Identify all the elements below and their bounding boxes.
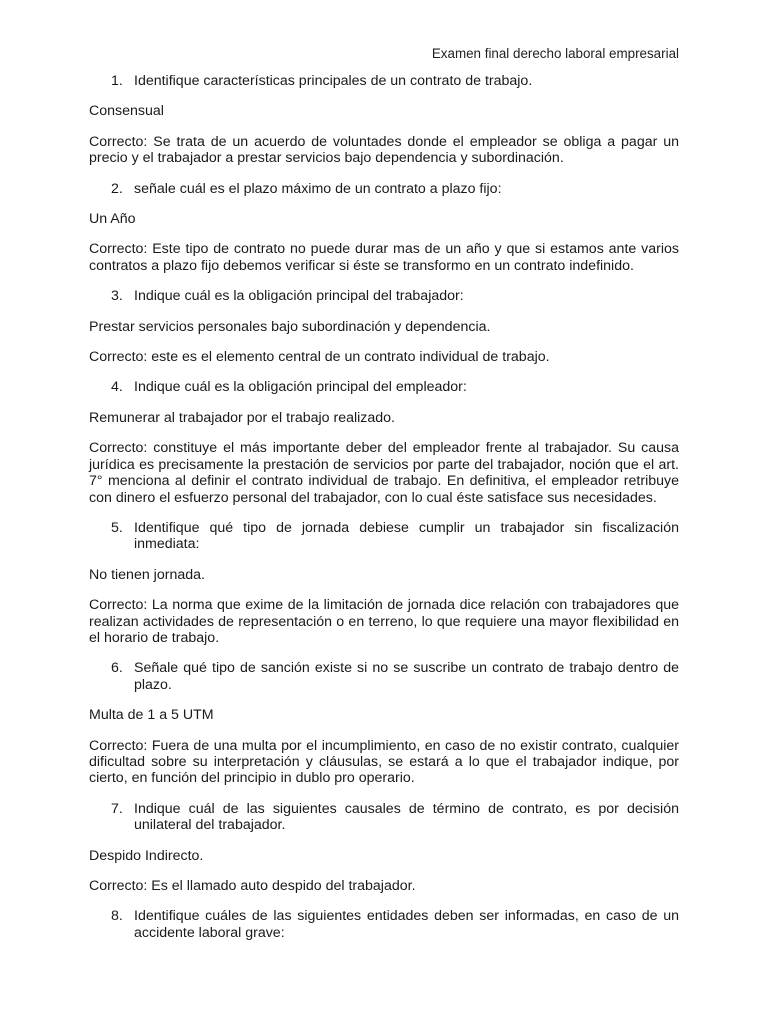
question-1 bbox=[89, 73, 679, 89]
question-2 bbox=[89, 181, 679, 197]
question-text: Indique cuál es la obligación principal del empleador: bbox=[134, 379, 467, 396]
explanation-7: Correcto: Es el llamado auto despido del trabajador. bbox=[89, 878, 416, 894]
question-4 bbox=[89, 379, 679, 395]
question-number: 1. bbox=[111, 73, 123, 89]
explanation-6: Correcto: Fuera de una multa por el incumplimiento, en caso de no existir contrato, cualquier dificultad sobre su interpretación y cláusulas, se estará a lo que el trabajador indique, por cierto, en función del principio in dublo pro operario. bbox=[89, 737, 679, 787]
question-number: 8. bbox=[111, 908, 123, 925]
answer-5: No tienen jornada. bbox=[89, 566, 205, 583]
explanation-5: Correcto: La norma que exime de la limitación de jornada dice relación con trabajadores que realizan actividades de representación o en terreno, lo que requiere una mayor flexibilidad en el horario de trabajo. bbox=[89, 597, 679, 646]
question-number: 7. bbox=[111, 800, 123, 817]
question-5 bbox=[89, 520, 679, 553]
question-number: 2. bbox=[111, 180, 123, 197]
document-body bbox=[89, 73, 679, 955]
question-text: Indique cuál de las siguientes causales de término de contrato, es por decisión unilateral del trabajador. bbox=[134, 800, 679, 834]
question-text: Identifique qué tipo de jornada debiese cumplir un trabajador sin fiscalización inmediata: bbox=[134, 519, 679, 553]
answer-6: Multa de 1 a 5 UTM bbox=[89, 707, 214, 724]
question-text: Identifique características principales de un contrato de trabajo. bbox=[134, 73, 533, 89]
explanation-1: Correcto: Se trata de un acuerdo de voluntades donde el empleador se obliga a pagar un precio y el trabajador a prestar servicios bajo dependencia y subordinación. bbox=[89, 133, 679, 167]
question-text: Identifique cuáles de las siguientes entidades deben ser informadas, en caso de un accidente laboral grave: bbox=[134, 908, 679, 941]
question-8 bbox=[89, 908, 679, 941]
explanation-4: Correcto: constituye el más importante deber del empleador frente al trabajador. Su causa jurídica es precisamente la prestación de servicios por parte del trabajador, noción que el art. 7° menciona al definir el contrato individual de trabajo. En definitiva, el empleador retribuye con dinero el esfuerzo personal del trabajador, con lo cual éste satisface sus necesidades. bbox=[89, 440, 679, 506]
question-number: 5. bbox=[111, 519, 123, 536]
answer-7: Despido Indirecto. bbox=[89, 847, 204, 864]
question-text: Señale qué tipo de sanción existe si no se suscribe un contrato de trabajo dentro de plazo. bbox=[134, 660, 679, 693]
question-text: Indique cuál es la obligación principal del trabajador: bbox=[134, 288, 464, 305]
question-7 bbox=[89, 801, 679, 834]
question-6 bbox=[89, 660, 679, 693]
question-number: 6. bbox=[111, 660, 123, 677]
question-3 bbox=[89, 288, 679, 304]
answer-3: Prestar servicios personales bajo subordinación y dependencia. bbox=[89, 318, 491, 335]
answer-2: Un Año bbox=[89, 211, 136, 228]
question-text: señale cuál es el plazo máximo de un contrato a plazo fijo: bbox=[134, 180, 502, 197]
question-number: 3. bbox=[111, 288, 123, 305]
page-header: Examen final derecho laboral empresarial bbox=[431, 46, 679, 61]
explanation-3: Correcto: este es el elemento central de un contrato individual de trabajo. bbox=[89, 349, 550, 366]
answer-4: Remunerar al trabajador por el trabajo realizado. bbox=[89, 409, 395, 426]
explanation-2: Correcto: Este tipo de contrato no puede durar mas de un año y que si estamos ante varios contratos a plazo fijo debemos verificar si éste se transformo en un contrato indefinido. bbox=[89, 241, 679, 274]
answer-1: Consensual bbox=[89, 103, 164, 120]
question-number: 4. bbox=[111, 379, 123, 396]
